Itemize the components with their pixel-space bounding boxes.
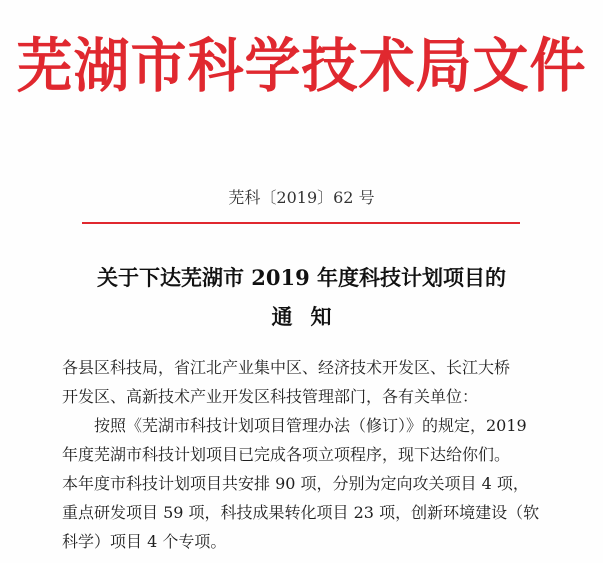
notice-title-line-2: 通知 bbox=[271, 304, 350, 329]
agency-header-title: 芜湖市科学技术局文件 bbox=[16, 31, 587, 101]
body-line-3: 按照《芜湖市科技计划项目管理办法（修订）》的规定，2019 bbox=[94, 416, 527, 435]
body-line-5: 本年度市科技计划项目共安排 90 项，分别为定向攻关项目 4 项， bbox=[62, 474, 529, 493]
document-number: 芜科〔2019〕62 号 bbox=[228, 188, 375, 207]
notice-title-line-1: 关于下达芜湖市 2019 年度科技计划项目的 bbox=[96, 265, 507, 290]
body-line-7: 科学）项目 4 个专项。 bbox=[62, 532, 227, 551]
body-line-2: 开发区、高新技术产业开发区科技管理部门，各有关单位： bbox=[62, 387, 479, 406]
header-red-divider bbox=[82, 222, 520, 224]
body-line-4: 年度芜湖市科技计划项目已完成各项立项程序，现下达给你们。 bbox=[62, 445, 511, 464]
body-line-6: 重点研发项目 59 项，科技成果转化项目 23 项，创新环境建设（软 bbox=[62, 503, 540, 522]
body-line-1: 各县区科技局，省江北产业集中区、经济技术开发区、长江大桥 bbox=[62, 358, 511, 377]
